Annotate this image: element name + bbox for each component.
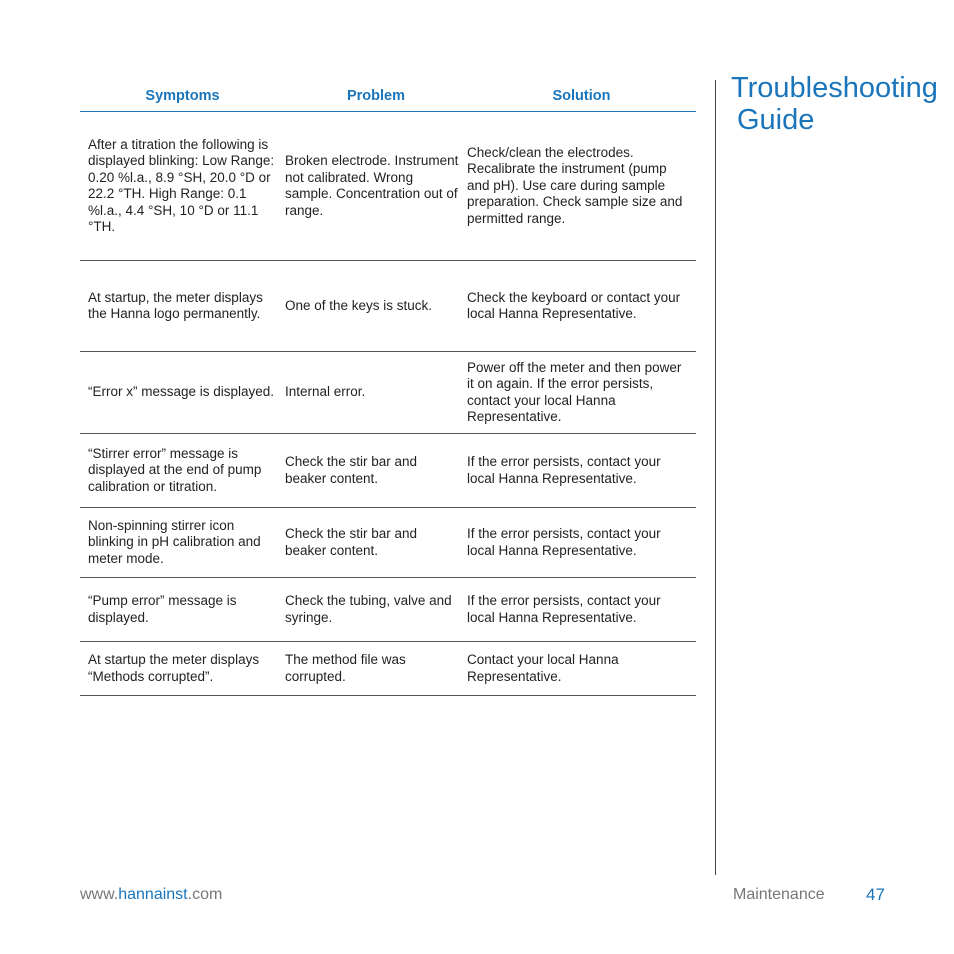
page-title xyxy=(731,72,946,136)
symptom-cell: “Pump error” message is displayed. xyxy=(80,578,285,642)
solution-cell: Contact your local Hanna Representative. xyxy=(467,642,696,696)
header-solution: Solution xyxy=(467,80,696,112)
page-title-line-1: Troubleshooting xyxy=(731,72,938,104)
table-row xyxy=(80,261,696,352)
problem-cell: Check the stir bar and beaker content. xyxy=(285,508,467,578)
solution-cell: If the error persists, contact your local Hanna Representative. xyxy=(467,508,696,578)
problem-cell: Check the tubing, valve and syringe. xyxy=(285,578,467,642)
page-title-line-2: Guide xyxy=(737,104,815,136)
url-prefix: www. xyxy=(80,886,119,903)
solution-cell: Check/clean the electrodes. Recalibrate the instrument (pump and pH). Use care during sample preparation. Check sample size and permitted range. xyxy=(467,112,696,261)
footer-website-link[interactable] xyxy=(80,886,222,904)
symptom-cell: Non-spinning stirrer icon blinking in pH calibration and meter mode. xyxy=(80,508,285,578)
table-row xyxy=(80,578,696,642)
table-row xyxy=(80,434,696,508)
url-suffix: .com xyxy=(187,886,223,903)
table-row xyxy=(80,642,696,696)
symptom-cell: At startup, the meter displays the Hanna logo permanently. xyxy=(80,261,285,352)
page-number: 47 xyxy=(866,885,885,904)
url-brand: hannainst xyxy=(118,886,188,903)
symptom-cell: “Error x” message is displayed. xyxy=(80,352,285,434)
solution-cell: If the error persists, contact your local Hanna Representative. xyxy=(467,434,696,508)
table-row xyxy=(80,112,696,261)
header-problem: Problem xyxy=(285,80,467,112)
table-header-row xyxy=(80,80,696,112)
footer-section-name: Maintenance xyxy=(733,886,825,903)
table-row xyxy=(80,508,696,578)
problem-cell: Internal error. xyxy=(285,352,467,434)
solution-cell: Check the keyboard or contact your local Hanna Representative. xyxy=(467,261,696,352)
table-row xyxy=(80,352,696,434)
vertical-divider xyxy=(715,80,716,875)
symptom-cell: After a titration the following is displayed blinking: Low Range: 0.20 %l.a., 8.9 °SH, 20.0 °D or 22.2 °TH. High Range: 0.1 %l.a., 4.4 °SH, 10 °D or 11.1 °TH. xyxy=(80,112,285,261)
problem-cell: Check the stir bar and beaker content. xyxy=(285,434,467,508)
problem-cell: One of the keys is stuck. xyxy=(285,261,467,352)
symptom-cell: “Stirrer error” message is displayed at the end of pump calibration or titration. xyxy=(80,434,285,508)
solution-cell: If the error persists, contact your local Hanna Representative. xyxy=(467,578,696,642)
symptom-cell: At startup the meter displays “Methods corrupted”. xyxy=(80,642,285,696)
solution-cell: Power off the meter and then power it on again. If the error persists, contact your local Hanna Representative. xyxy=(467,352,696,434)
troubleshooting-table xyxy=(80,80,696,696)
problem-cell: Broken electrode. Instrument not calibrated. Wrong sample. Concentration out of range. xyxy=(285,112,467,261)
problem-cell: The method file was corrupted. xyxy=(285,642,467,696)
header-symptoms: Symptoms xyxy=(80,80,285,112)
